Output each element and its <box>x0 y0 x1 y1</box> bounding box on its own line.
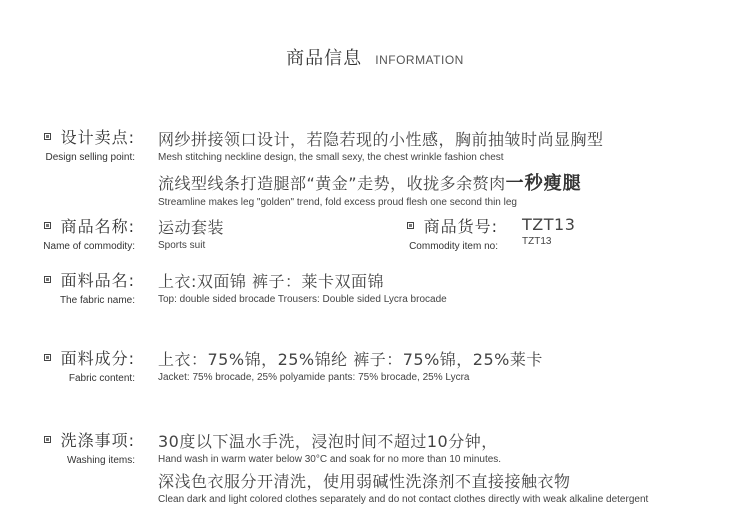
design-line2 <box>158 169 604 195</box>
washing-line1-en: Hand wash in warm water below 30°C and soak for no more than 10 minutes. <box>158 454 502 465</box>
bullet-icon <box>44 133 51 140</box>
design-line1-en: Mesh stitching neckline design, the small sexy, the chest wrinkle fashion chest <box>158 152 504 163</box>
item-no-value <box>522 215 575 247</box>
washing-label-en: Washing items: <box>67 455 135 466</box>
design-label <box>44 125 135 163</box>
item-no-label-en: Commodity item no: <box>409 241 498 252</box>
design-line1-cn: 网纱拼接领口设计，若隐若现的小性感，胸前抽皱时尚显胸型 <box>158 130 604 149</box>
fabric-content-label-cn: 面料成分: <box>60 349 135 368</box>
fabric-content-label <box>44 346 135 384</box>
design-label-en: Design selling point: <box>45 152 135 163</box>
fabric-name-label <box>44 268 135 306</box>
commodity-value <box>158 215 224 251</box>
bullet-icon <box>44 222 51 229</box>
washing-value <box>158 429 648 505</box>
design-line2-cn: 流线型线条打造腿部“黄金”走势，收拢多余赘肉 <box>158 174 506 193</box>
item-no-value-en: TZT13 <box>522 236 552 247</box>
bullet-icon <box>44 436 51 443</box>
section-title-cn: 商品信息 <box>286 48 363 69</box>
bullet-icon <box>44 354 51 361</box>
item-no-value-cn: TZT13 <box>522 215 576 234</box>
section-title-en: INFORMATION <box>375 53 464 67</box>
fabric-name-value <box>158 269 447 305</box>
washing-line2-cn: 深浅色衣服分开清洗，使用弱碱性洗涤剂不直接接触衣物 <box>158 472 571 491</box>
fabric-name-label-cn: 面料品名: <box>60 271 135 290</box>
item-no-label <box>407 214 498 252</box>
commodity-label <box>43 214 135 252</box>
fabric-content-value-cn: 上衣：75%锦，25%锦纶 裤子：75%锦，25%莱卡 <box>158 350 543 369</box>
fabric-content-label-en: Fabric content: <box>68 373 135 384</box>
fabric-name-value-cn: 上衣:双面锦 裤子：莱卡双面锦 <box>158 272 384 291</box>
section-header <box>0 44 750 70</box>
design-line2-en: Streamline makes leg "golden" trend, fold excess proud flesh one second thin leg <box>158 197 517 208</box>
commodity-label-cn: 商品名称: <box>60 217 135 236</box>
washing-label-cn: 洗涤事项: <box>60 431 135 450</box>
washing-line2-en: Clean dark and light colored clothes separately and do not contact clothes directly with weak alkaline detergent <box>158 494 649 505</box>
design-value <box>158 127 604 208</box>
design-line2-bold: 一秒瘦腿 <box>505 173 582 194</box>
fabric-content-value-en: Jacket: 75% brocade, 25% polyamide pants: 75% brocade, 25% Lycra <box>158 372 470 383</box>
commodity-label-en: Name of commodity: <box>43 241 135 252</box>
commodity-value-en: Sports suit <box>158 240 206 251</box>
item-no-label-cn: 商品货号: <box>423 217 498 236</box>
fabric-content-value <box>158 347 543 383</box>
bullet-icon <box>407 222 414 229</box>
design-label-cn: 设计卖点: <box>60 128 135 147</box>
bullet-icon <box>44 276 51 283</box>
washing-label <box>44 428 135 466</box>
fabric-name-label-en: The fabric name: <box>59 295 135 306</box>
commodity-value-cn: 运动套装 <box>158 218 225 237</box>
washing-line1-cn: 30度以下温水手洗，浸泡时间不超过10分钟， <box>158 432 498 451</box>
fabric-name-value-en: Top: double sided brocade Trousers: Double sided Lycra brocade <box>158 294 447 305</box>
